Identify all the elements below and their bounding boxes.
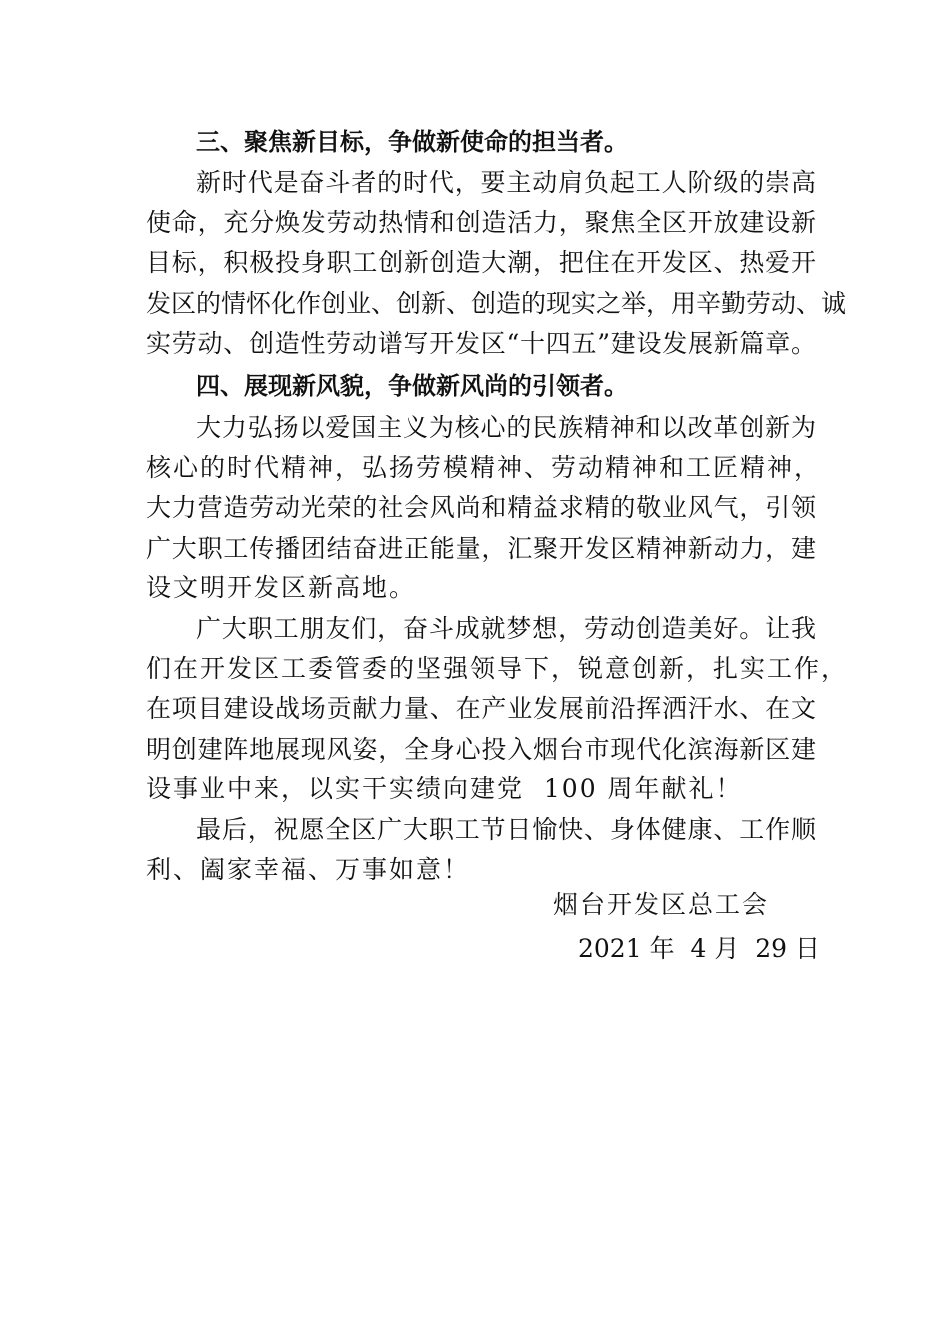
paragraph-line: 利、阖家幸福、万事如意！ — [146, 855, 471, 884]
paragraph-line: 们在开发区工委管委的坚强领导下，锐意创新，扎实工作， — [146, 654, 849, 683]
paragraph-line: 实劳动、创造性劳动谱写开发区“十四五”建设发展新篇章。 — [146, 329, 816, 358]
paragraph-line: 使命，充分焕发劳动热情和创造活力，聚焦全区开放建设新 — [146, 208, 816, 237]
signature-date: 2021 年 4 月 29 日 — [578, 934, 820, 963]
paragraph-line: 核心的时代精神，弘扬劳模精神、劳动精神和工匠精神， — [146, 453, 822, 482]
paragraph-line: 在项目建设战场贡献力量、在产业发展前沿挥洒汗水、在文 — [146, 694, 816, 723]
paragraph-line: 新时代是奋斗者的时代，要主动肩负起工人阶级的崇高 — [196, 168, 816, 197]
paragraph-line: 广大职工传播团结奋进正能量，汇聚开发区精神新动力，建 — [146, 534, 816, 563]
section-heading-3: 三、聚焦新目标，争做新使命的担当者。 — [196, 128, 628, 156]
paragraph-line: 广大职工朋友们，奋斗成就梦想，劳动创造美好。让我 — [196, 614, 816, 643]
paragraph-line: 大力弘扬以爱国主义为核心的民族精神和以改革创新为 — [196, 413, 816, 442]
paragraph-line: 明创建阵地展现风姿，全身心投入烟台市现代化滨海新区建 — [146, 735, 816, 764]
paragraph-line: 设文明开发区新高地。 — [146, 573, 417, 602]
paragraph-line: 目标，积极投身职工创新创造大潮，把住在开发区、热爱开 — [146, 248, 816, 277]
paragraph-line: 大力营造劳动光荣的社会风尚和精益求精的敬业风气，引领 — [146, 493, 816, 522]
paragraph-line: 设事业中来，以实干实绩向建党 100 周年献礼！ — [146, 774, 743, 803]
paragraph-line: 最后，祝愿全区广大职工节日愉快、身体健康、工作顺 — [196, 815, 816, 844]
section-heading-4: 四、展现新风貌，争做新风尚的引领者。 — [196, 372, 628, 400]
signature-organization: 烟台开发区总工会 — [553, 890, 770, 919]
paragraph-line: 发区的情怀化作创业、创新、创造的现实之举，用辛勤劳动、诚 — [146, 289, 847, 318]
